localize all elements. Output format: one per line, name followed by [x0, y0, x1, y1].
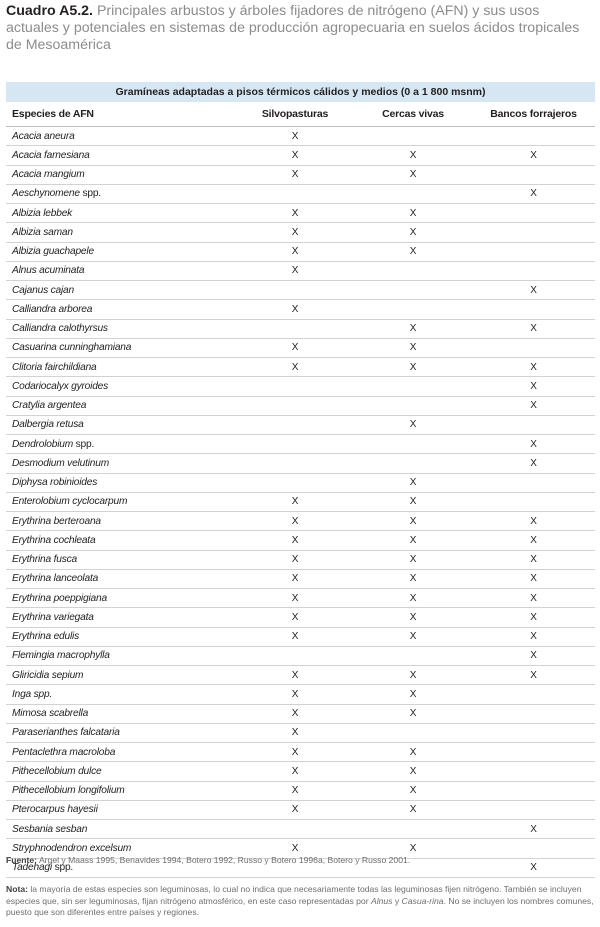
silvopasturas-mark: X [291, 842, 299, 854]
species-cell [6, 246, 236, 257]
species-cell [6, 208, 236, 219]
species-name: Erythrina poeppigiana [12, 592, 107, 604]
species-cell [6, 612, 236, 623]
species-name: Calliandra arborea [12, 303, 93, 315]
species-name: Erythrina lanceolata [12, 573, 99, 585]
species-cell [6, 689, 236, 700]
table-row [6, 570, 595, 589]
species-name: Clitoria fairchildiana [12, 361, 97, 373]
species-name: Acacia aneura [12, 130, 75, 142]
species-cell [6, 785, 236, 796]
silvopasturas-mark: X [291, 611, 299, 623]
species-name: Stryphnodendron excelsum [12, 842, 132, 854]
cercas-vivas-mark: X [409, 361, 417, 373]
species-cell [6, 593, 236, 604]
silvopasturas-mark: X [291, 631, 299, 643]
species-cell [6, 650, 236, 661]
bancos-forrajeros-mark: X [530, 400, 537, 412]
species-cell [6, 342, 236, 353]
silvopasturas-mark: X [291, 303, 299, 315]
bancos-forrajeros-mark: X [530, 188, 537, 200]
bancos-forrajeros-mark: X [530, 284, 537, 296]
afn-table [6, 82, 595, 878]
species-name: Aeschynomene [12, 188, 80, 200]
table-row [6, 146, 595, 165]
table-row [6, 262, 595, 281]
species-name: Dendrolobium [12, 438, 74, 450]
species-cell [6, 265, 236, 276]
silvopasturas-mark: X [291, 207, 299, 219]
species-cell [6, 824, 236, 835]
cercas-vivas-mark: X [409, 534, 417, 546]
table-row [6, 166, 595, 185]
cercas-vivas-mark: X [409, 708, 417, 720]
silvopasturas-mark: X [291, 169, 299, 181]
silvopasturas-mark: X [291, 688, 299, 700]
bancos-forrajeros-mark: X [530, 573, 537, 585]
species-name: Calliandra calothyrsus [12, 323, 108, 335]
species-name: Mimosa scabrella [12, 708, 89, 720]
bancos-forrajeros-mark: X [530, 862, 537, 874]
source-label: Fuente: [6, 855, 38, 865]
species-name: Erythrina cochleata [12, 534, 96, 546]
bancos-forrajeros-mark: X [530, 380, 537, 392]
table-row [6, 647, 595, 666]
silvopasturas-mark: X [291, 130, 299, 142]
table-row [6, 801, 595, 820]
species-cell [6, 400, 236, 411]
table-row [6, 397, 595, 416]
source-footnote [6, 855, 596, 867]
table-row [6, 531, 595, 550]
bancos-forrajeros-mark: X [530, 631, 537, 643]
table-row [6, 512, 595, 531]
note-text-2: y [392, 895, 402, 906]
table-row [6, 724, 595, 743]
silvopasturas-mark: X [291, 785, 299, 797]
species-cell [6, 131, 236, 142]
species-cell [6, 477, 236, 488]
species-name: Pentaclethra macroloba [12, 746, 116, 758]
table-row [6, 705, 595, 724]
cercas-vivas-mark: X [409, 496, 417, 508]
bancos-forrajeros-mark: X [530, 650, 537, 662]
species-name: Albizia lebbek [12, 207, 73, 219]
species-cell [6, 227, 236, 238]
cercas-vivas-mark: X [409, 149, 417, 161]
table-row [6, 204, 595, 223]
cercas-vivas-mark: X [409, 631, 417, 643]
species-cell [6, 381, 236, 392]
header-bancos-forrajeros: Bancos forrajeros [490, 108, 577, 120]
cercas-vivas-mark: X [409, 804, 417, 816]
table-caption [6, 3, 591, 54]
table-row [6, 339, 595, 358]
note-italic-alnus: Alnus [370, 895, 393, 906]
silvopasturas-mark: X [291, 496, 299, 508]
species-cell [6, 419, 236, 430]
table-row [6, 454, 595, 473]
cercas-vivas-mark: X [409, 419, 417, 431]
species-name: Flemingia macrophylla [12, 650, 110, 662]
species-cell [6, 439, 236, 450]
species-name: Albizia saman [12, 226, 73, 238]
cercas-vivas-mark: X [409, 688, 417, 700]
species-cell [6, 804, 236, 815]
table-band-title: Gramíneas adaptadas a pisos térmicos cálidos y medios (0 a 1 800 msnm) [6, 82, 595, 102]
cercas-vivas-mark: X [409, 573, 417, 585]
species-name: Inga spp. [12, 688, 53, 700]
bancos-forrajeros-mark: X [530, 515, 537, 527]
bancos-forrajeros-mark: X [530, 323, 537, 335]
silvopasturas-mark: X [291, 361, 299, 373]
cercas-vivas-mark: X [409, 515, 417, 527]
table-row [6, 762, 595, 781]
table-body [6, 127, 595, 878]
species-name: Albizia guachapele [12, 246, 94, 258]
table-row [6, 551, 595, 570]
species-name: Desmodium velutinum [12, 457, 109, 469]
note-text-3: . No se incluyen los nombres comunes, puesto que son diferentes entre países y regiones. [6, 895, 594, 917]
header-silvopasturas: Silvopasturas [261, 108, 329, 120]
species-name: Dalbergia retusa [12, 419, 84, 431]
table-row [6, 435, 595, 454]
note-label: Nota: [6, 884, 28, 894]
species-cell [6, 631, 236, 642]
bancos-forrajeros-mark: X [530, 823, 537, 835]
note-text-1: la mayoría de estas especies son leguminosas, lo cual no indica que necesariamente todas las leguminosas fijen nitrógeno. También se incluyen especies que, sin ser leguminosas, fijan nitrógeno atmosférico, en este caso representadas por [6, 884, 582, 906]
silvopasturas-mark: X [291, 515, 299, 527]
species-cell [6, 535, 236, 546]
table-row [6, 782, 595, 801]
silvopasturas-mark: X [291, 592, 299, 604]
table-row [6, 685, 595, 704]
species-name: Erythrina edulis [12, 631, 80, 643]
species-name: Cratylia argentea [12, 400, 87, 412]
species-name: Enterolobium cyclocarpum [12, 496, 128, 508]
species-name: Diphysa robinioides [12, 477, 98, 489]
silvopasturas-mark: X [291, 765, 299, 777]
silvopasturas-mark: X [291, 669, 299, 681]
table-row [6, 666, 595, 685]
silvopasturas-mark: X [291, 746, 299, 758]
table-row [6, 628, 595, 647]
source-text: Argel y Maass 1995, Benavides 1994, Botero 1992, Russo y Botero 1996a, Botero y Russo 2001. [37, 855, 411, 865]
table-row [6, 223, 595, 242]
cercas-vivas-mark: X [409, 785, 417, 797]
table-row [6, 377, 595, 396]
cercas-vivas-mark: X [409, 554, 417, 566]
species-cell [6, 150, 236, 161]
silvopasturas-mark: X [291, 149, 299, 161]
table-row [6, 185, 595, 204]
species-name: Erythrina variegata [12, 611, 94, 623]
bancos-forrajeros-mark: X [530, 361, 537, 373]
bancos-forrajeros-mark: X [530, 457, 537, 469]
table-row [6, 281, 595, 300]
species-cell [6, 766, 236, 777]
species-name: Gliricidia sepium [12, 669, 84, 681]
cercas-vivas-mark: X [409, 592, 417, 604]
species-cell [6, 362, 236, 373]
species-suffix: spp. [51, 862, 74, 874]
note-footnote [6, 884, 596, 919]
species-name: Paraserianthes falcataria [12, 727, 120, 739]
species-cell [6, 708, 236, 719]
cercas-vivas-mark: X [409, 246, 417, 258]
species-name: Cajanus cajan [12, 284, 74, 296]
table-row [6, 608, 595, 627]
silvopasturas-mark: X [291, 708, 299, 720]
species-cell [6, 573, 236, 584]
species-cell [6, 670, 236, 681]
cercas-vivas-mark: X [409, 169, 417, 181]
bancos-forrajeros-mark: X [530, 438, 537, 450]
table-row [6, 416, 595, 435]
species-name: Casuarina cunninghamiana [12, 342, 132, 354]
species-cell [6, 747, 236, 758]
species-cell [6, 727, 236, 738]
species-name: Erythrina berteroana [12, 515, 101, 527]
caption-label: Cuadro A5.2. [6, 3, 93, 19]
bancos-forrajeros-mark: X [530, 554, 537, 566]
cercas-vivas-mark: X [409, 226, 417, 238]
table-row [6, 589, 595, 608]
species-name: Sesbania sesban [12, 823, 88, 835]
cercas-vivas-mark: X [409, 611, 417, 623]
species-name: Erythrina fusca [12, 554, 77, 566]
species-name: Acacia farnesiana [12, 149, 90, 161]
species-name: Tadehagi [12, 862, 52, 874]
species-name: Acacia mangium [12, 169, 85, 181]
table-row [6, 127, 595, 146]
species-cell [6, 554, 236, 565]
species-cell [6, 516, 236, 527]
silvopasturas-mark: X [291, 727, 299, 739]
silvopasturas-mark: X [291, 342, 299, 354]
species-cell [6, 304, 236, 315]
cercas-vivas-mark: X [409, 765, 417, 777]
silvopasturas-mark: X [291, 534, 299, 546]
species-name: Pithecellobium dulce [12, 765, 102, 777]
silvopasturas-mark: X [291, 246, 299, 258]
table-row [6, 493, 595, 512]
note-italic-casuarina: Casua-rina [401, 895, 444, 906]
silvopasturas-mark: X [291, 226, 299, 238]
cercas-vivas-mark: X [409, 477, 417, 489]
table-row [6, 243, 595, 262]
table-row [6, 820, 595, 839]
cercas-vivas-mark: X [409, 342, 417, 354]
bancos-forrajeros-mark: X [530, 611, 537, 623]
species-cell [6, 188, 236, 199]
cercas-vivas-mark: X [409, 746, 417, 758]
table-row [6, 358, 595, 377]
species-cell [6, 285, 236, 296]
silvopasturas-mark: X [291, 804, 299, 816]
species-name: Pterocarpus hayesii [12, 804, 98, 816]
species-cell [6, 458, 236, 469]
table-header-row [6, 102, 595, 127]
silvopasturas-mark: X [291, 573, 299, 585]
bancos-forrajeros-mark: X [530, 669, 537, 681]
species-name: Pithecellobium longifolium [12, 785, 125, 797]
header-cercas-vivas: Cercas vivas [382, 108, 444, 120]
species-cell [6, 843, 236, 854]
species-suffix: spp. [73, 438, 95, 450]
cercas-vivas-mark: X [409, 669, 417, 681]
species-cell [6, 323, 236, 334]
bancos-forrajeros-mark: X [530, 592, 537, 604]
cercas-vivas-mark: X [409, 842, 417, 854]
header-species: Especies de AFN [12, 108, 94, 120]
cercas-vivas-mark: X [409, 207, 417, 219]
cercas-vivas-mark: X [409, 323, 417, 335]
species-cell [6, 496, 236, 507]
table-row [6, 320, 595, 339]
silvopasturas-mark: X [291, 554, 299, 566]
species-suffix: spp. [79, 188, 101, 200]
species-name: Codariocalyx gyroides [12, 380, 109, 392]
table-row [6, 474, 595, 493]
table-row [6, 300, 595, 319]
table-row [6, 743, 595, 762]
bancos-forrajeros-mark: X [530, 149, 537, 161]
species-name: Alnus acuminata [12, 265, 85, 277]
bancos-forrajeros-mark: X [530, 534, 537, 546]
species-cell [6, 169, 236, 180]
silvopasturas-mark: X [291, 265, 299, 277]
caption-text: Principales arbustos y árboles fijadores de nitrógeno (AFN) y sus usos actuales y potenciales en sistemas de producción agropecuaria en suelos ácidos tropicales de Mesoamérica [6, 3, 580, 53]
